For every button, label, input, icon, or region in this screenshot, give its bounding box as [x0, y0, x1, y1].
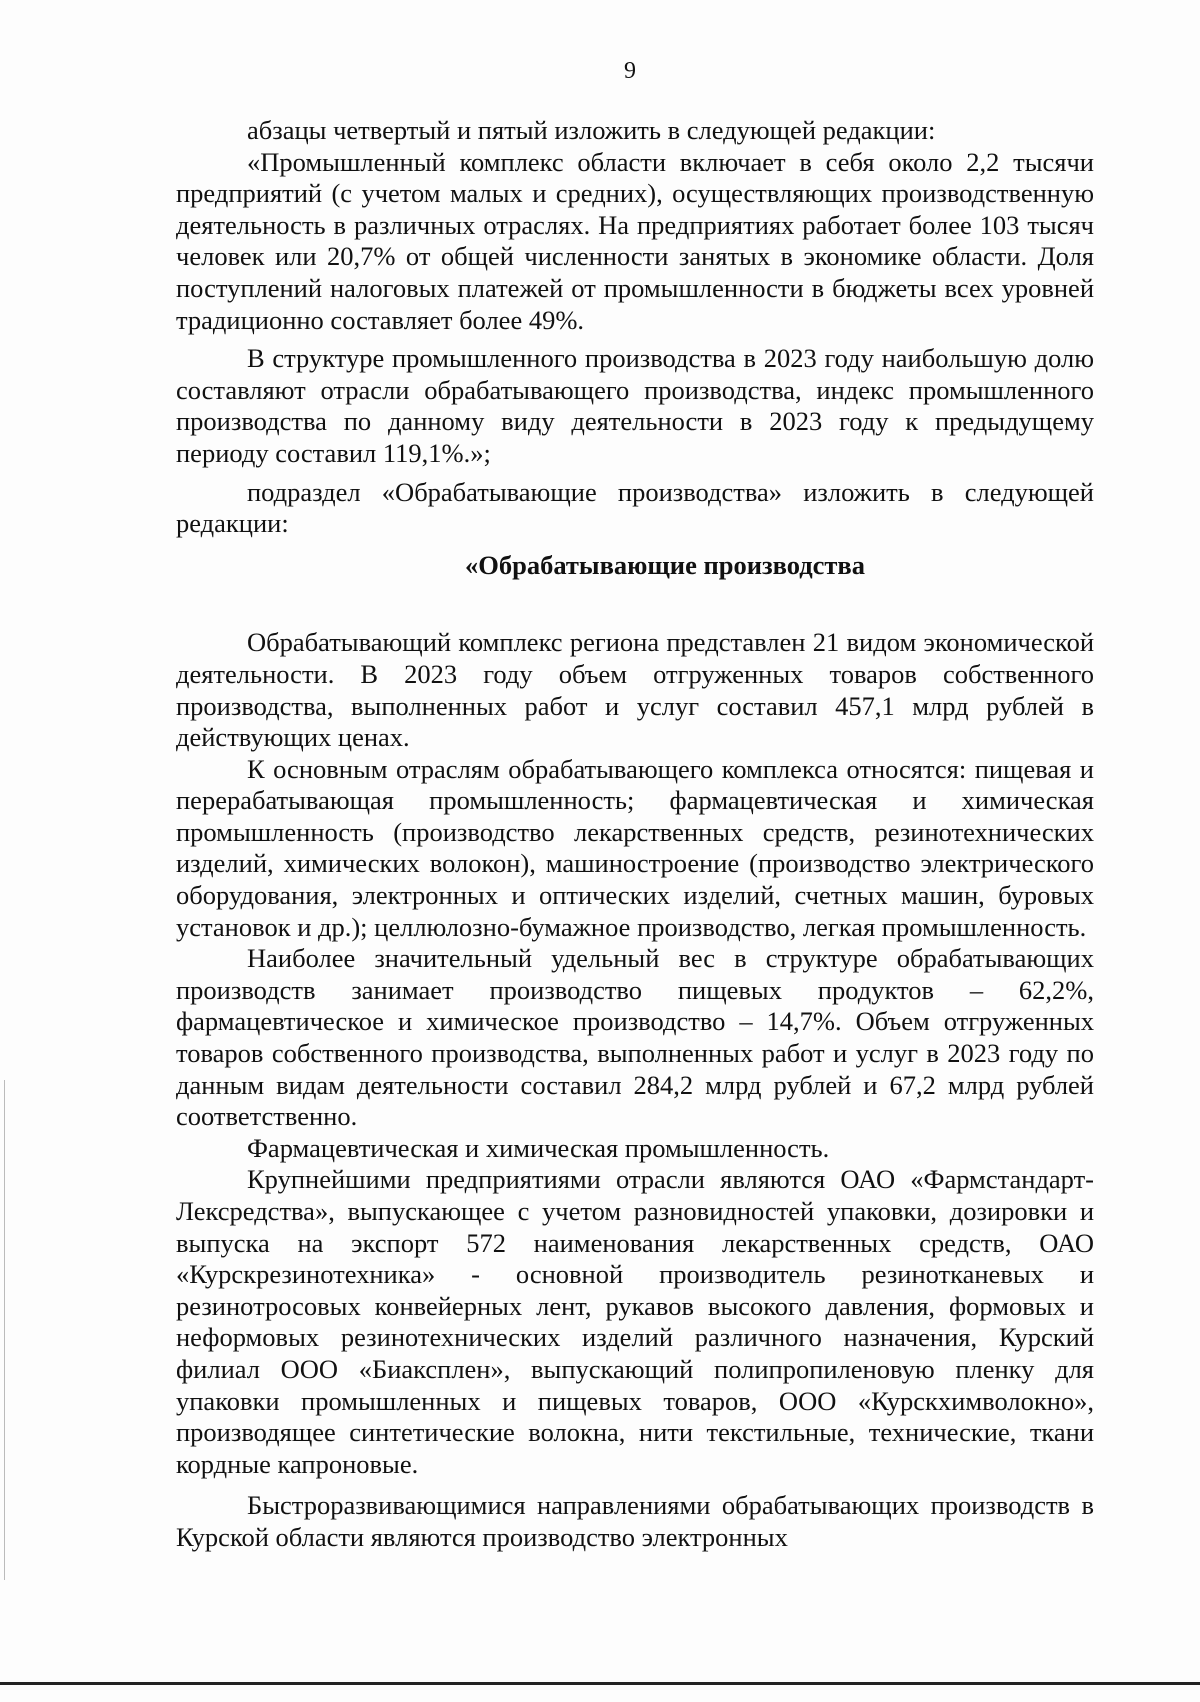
paragraph: Обрабатывающий комплекс региона представлен 21 видом экономической деятельности. В 2023 году объем отгруженных товаров собственного производства, выполненных работ и услуг составил 457,1 млрд рублей в действующих ценах.: [176, 627, 1094, 753]
scan-edge: [4, 1080, 5, 1580]
paragraph: Наиболее значительный удельный вес в структуре обрабатывающих производств занимает производство пищевых продуктов – 62,2%, фармацевтическое и химическое производство – 14,7%. Объем отгруженных товаров собственного производства, выполненных работ и услуг в 2023 году по данным видам деятельности составил 284,2 млрд рублей и 67,2 млрд рублей соответственно.: [176, 943, 1094, 1132]
document-body: [176, 115, 1094, 1554]
heading-spacer: [176, 581, 1094, 627]
paragraph: Фармацевтическая и химическая промышленность.: [247, 1132, 830, 1163]
paragraph: К основным отраслям обрабатывающего комплекса относятся: пищевая и перерабатывающая промышленность; фармацевтическая и химическая промышленность (производство лекарственных средств, резинотехнических изделий, химических волокон), машиностроение (производство электрического оборудования, электронных и оптических изделий, счетных машин, буровых установок и др.); целлюлозно-бумажное производство, легкая промышленность.: [176, 753, 1094, 942]
paragraph: «Промышленный комплекс области включает в себя около 2,2 тысячи предприятий (с учетом малых и средних), осуществляющих производственную деятельность в различных отраслях. На предприятиях работает более 103 тысяч человек или 20,7% от общей численности занятых в экономике области. Доля поступлений налоговых платежей от промышленности в бюджеты всех уровней традиционно составляет более 49%.: [176, 146, 1094, 335]
paragraph: В структуре промышленного производства в 2023 году наибольшую долю составляют отрасли обрабатывающего производства, индекс промышленного производства по данному виду деятельности в 2023 году к предыдущему периоду составил 119,1%.»;: [176, 343, 1094, 468]
section-heading: «Обрабатывающие производства: [465, 549, 865, 580]
paragraph: подраздел «Обрабатывающие производства» изложить в следующей редакции:: [176, 476, 1094, 539]
paragraph: абзацы четвертый и пятый изложить в следующей редакции:: [247, 115, 936, 145]
page-number: 9: [624, 58, 636, 84]
paragraph: Быстроразвивающимися направлениями обрабатывающих производств в Курской области являются производство электронных: [176, 1490, 1094, 1552]
scan-bottom-edge: [0, 1682, 1200, 1685]
paragraph: Крупнейшими предприятиями отрасли являются ОАО «Фармстандарт-Лексредства», выпускающее с учетом разновидностей упаковки, дозировки и выпуска на экспорт 572 наименования лекарственных средств, ОАО «Курскрезинотехника» - основной производитель резинотканевых и резинотросовых конвейерных лент, рукавов высокого давления, формовых и неформовых резинотехнических изделий различного назначения, Курский филиал ООО «Биаксплен», выпускающий полипропиленовую пленку для упаковки промышленных и пищевых товаров, ООО «Курскхимволокно», производящее синтетические волокна, нити текстильные, технические, ткани кордные капроновые.: [176, 1164, 1094, 1479]
